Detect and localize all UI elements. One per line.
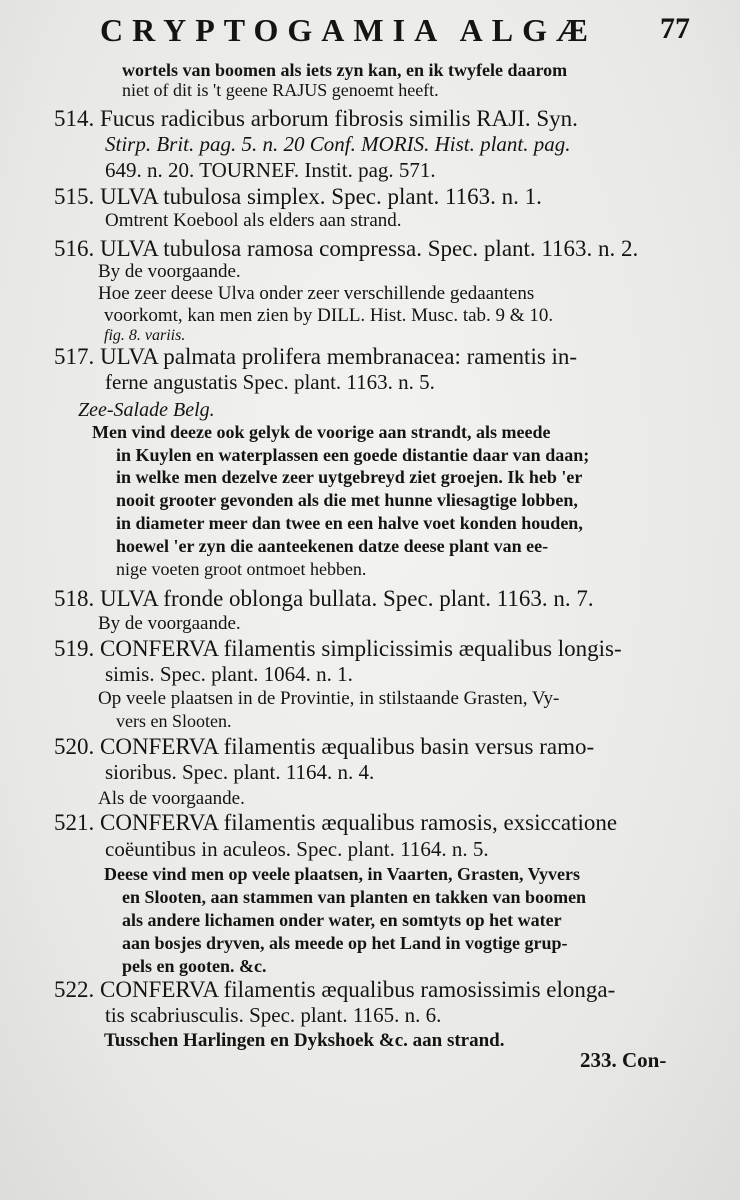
text-line: 518. ULVA fronde oblonga bullata. Spec. plant. 1163. n. 7. — [54, 586, 594, 611]
text-line: Men vind deeze ook gelyk de voorige aan strandt, als meede — [92, 422, 551, 442]
running-title: CRYPTOGAMIA ALGÆ — [100, 12, 597, 48]
text-line: 649. n. 20. TOURNEF. Instit. pag. 571. — [105, 158, 436, 182]
text-line: nooit grooter gevonden als die met hunne vliesagtige lobben, — [116, 490, 578, 510]
text-line: 516. ULVA tubulosa ramosa compressa. Spec. plant. 1163. n. 2. — [54, 236, 639, 261]
text-line: 514. Fucus radicibus arborum fibrosis similis RAJI. Syn. — [54, 106, 578, 131]
page-number: 77 — [660, 12, 690, 45]
text-line: Zee-Salade Belg. — [78, 399, 215, 421]
text-line: Op veele plaatsen in de Provintie, in stilstaande Grasten, Vy- — [98, 688, 560, 709]
text-line: als andere lichamen onder water, en somtyts op het water — [122, 910, 562, 930]
text-line: in diameter meer dan twee en een halve voet konden houden, — [116, 513, 583, 533]
text-line: Stirp. Brit. pag. 5. n. 20 Conf. MORIS. Hist. plant. pag. — [105, 132, 571, 156]
text-line: 515. ULVA tubulosa simplex. Spec. plant. 1163. n. 1. — [54, 184, 542, 209]
text-line: niet of dit is 't geene RAJUS genoemt heeft. — [122, 80, 439, 100]
text-line: coëuntibus in aculeos. Spec. plant. 1164. n. 5. — [105, 837, 489, 861]
text-line: Omtrent Koebool als elders aan strand. — [105, 210, 402, 231]
text-line: Als de voorgaande. — [98, 788, 245, 809]
text-line: 517. ULVA palmata prolifera membranacea: ramentis in- — [54, 344, 578, 369]
text-line: By de voorgaande. — [98, 613, 241, 634]
text-line: wortels van boomen als iets zyn kan, en ik twyfele daarom — [122, 60, 568, 80]
catchword: 233. Con- — [580, 1048, 667, 1072]
text-line: 521. CONFERVA filamentis æqualibus ramosis, exsiccatione — [54, 810, 618, 835]
text-line: sioribus. Spec. plant. 1164. n. 4. — [105, 760, 375, 784]
text-line: aan bosjes dryven, als meede op het Land in vogtige grup- — [122, 933, 568, 953]
text-line: fig. 8. variis. — [104, 327, 186, 344]
text-line: 519. CONFERVA filamentis simplicissimis æqualibus longis- — [54, 636, 622, 661]
text-line: Deese vind men op veele plaatsen, in Vaarten, Grasten, Vyvers — [104, 864, 580, 884]
text-line: vers en Slooten. — [116, 711, 232, 731]
text-line: Tusschen Harlingen en Dykshoek &c. aan strand. — [104, 1030, 505, 1051]
text-line: By de voorgaande. — [98, 261, 241, 282]
text-line: tis scabriusculis. Spec. plant. 1165. n. 6. — [105, 1003, 442, 1027]
text-line: simis. Spec. plant. 1064. n. 1. — [105, 662, 353, 686]
text-line: in welke men dezelve zeer uytgebreyd ziet groejen. Ik heb 'er — [116, 467, 583, 487]
text-line: 520. CONFERVA filamentis æqualibus basin versus ramo- — [54, 734, 595, 759]
text-line: in Kuylen en waterplassen een goede distantie daar van daan; — [116, 445, 590, 465]
page-header — [100, 8, 690, 52]
text-line: pels en gooten. &c. — [122, 956, 267, 976]
text-line: voorkomt, kan men zien by DILL. Hist. Musc. tab. 9 & 10. — [104, 305, 554, 326]
text-line: hoewel 'er zyn die aanteekenen datze deese plant van ee- — [116, 536, 549, 556]
text-line: 522. CONFERVA filamentis æqualibus ramosissimis elonga- — [54, 977, 616, 1002]
text-line: ferne angustatis Spec. plant. 1163. n. 5. — [105, 370, 435, 394]
text-line: nige voeten groot ontmoet hebben. — [116, 559, 367, 579]
text-line: en Slooten, aan stammen van planten en takken van boomen — [122, 887, 587, 907]
text-line: Hoe zeer deese Ulva onder zeer verschillende gedaantens — [98, 283, 535, 304]
